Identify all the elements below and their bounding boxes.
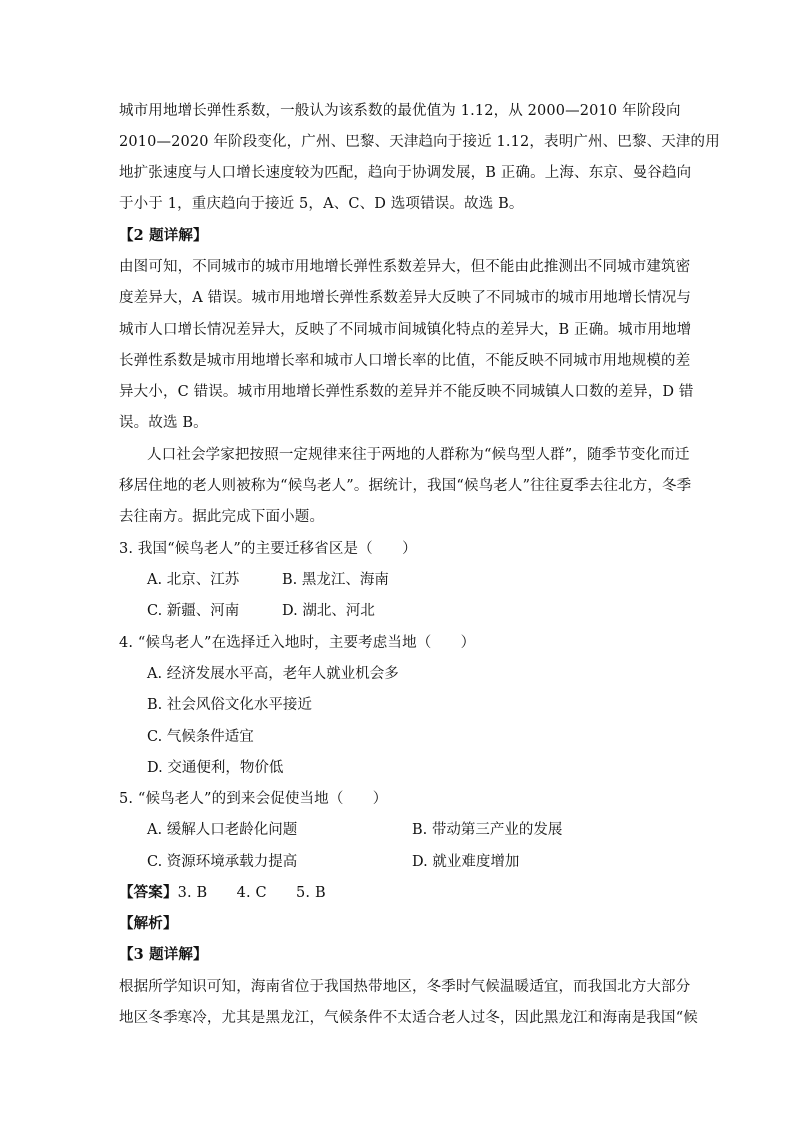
question-4-option-b: B. 社会风俗文化水平接近: [147, 697, 312, 713]
answer-line: [119, 883, 326, 903]
intro-line: 人口社会学家把按照一定规律来往于两地的人群称为“候鸟型人群”，随季节变化而迁: [147, 447, 690, 463]
text-line: 城市人口增长情况差异大，反映了不同城市间城镇化特点的差异大，B 正确。城市用地增: [119, 322, 692, 338]
question-3-option-a: A. 北京、江苏: [147, 572, 240, 588]
answer-text: 3. B 4. C 5. B: [177, 885, 326, 901]
answer-label: 【答案】: [119, 884, 178, 901]
question-3-option-b: B. 黑龙江、海南: [282, 572, 389, 588]
text-line: 长弹性系数是城市用地增长率和城市人口增长率的比值，不能反映不同城市用地规模的差: [119, 353, 691, 369]
intro-line: 去往南方。据此完成下面小题。: [119, 509, 325, 525]
question-4-option-c: C. 气候条件适宜: [147, 729, 254, 745]
question-4-option-a: A. 经济发展水平高，老年人就业机会多: [147, 666, 399, 682]
question-5-stem: 5. “候鸟老人”的到来会促使当地（ ）: [119, 791, 388, 807]
question-4-option-d: D. 交通便利，物价低: [147, 760, 284, 776]
question-3-stem: 3. 我国“候鸟老人”的主要迁移省区是（ ）: [119, 541, 417, 557]
text-line: 根据所学知识可知，海南省位于我国热带地区，冬季时气候温暖适宜，而我国北方大部分: [119, 979, 691, 995]
text-line: 由图可知，不同城市的城市用地增长弹性系数差异大，但不能由此推测出不同城市建筑密: [119, 259, 691, 275]
text-line: 地扩张速度与人口增长速度较为匹配，趋向于协调发展，B 正确。上海、东京、曼谷趋向: [119, 165, 692, 181]
text-line: 误。故选 B。: [119, 415, 208, 431]
question-5-option-a: A. 缓解人口老龄化问题: [147, 822, 298, 838]
section-heading-q3: 【3 题详解】: [119, 946, 208, 963]
section-heading-q2: 【2 题详解】: [119, 227, 208, 244]
question-3-option-d: D. 湖北、河北: [282, 603, 375, 619]
text-line: 2010—2020 年阶段变化，广州、巴黎、天津趋向于接近 1.12，表明广州、巴黎、天津的用: [119, 134, 720, 150]
text-line: 异大小，C 错误。城市用地增长弹性系数的差异并不能反映不同城镇人口数的差异，D 错: [119, 384, 694, 400]
text-line: 城市用地增长弹性系数，一般认为该系数的最优值为 1.12，从 2000—2010 年阶段向: [119, 103, 681, 119]
question-4-stem: 4. “候鸟老人”在选择迁入地时，主要考虑当地（ ）: [119, 635, 476, 651]
question-5-option-c: C. 资源环境承载力提高: [147, 854, 298, 870]
text-line: 度差异大，A 错误。城市用地增长弹性系数差异大反映了不同城市的城市用地增长情况与: [119, 290, 692, 306]
question-5-option-b: B. 带动第三产业的发展: [412, 822, 563, 838]
question-3-option-c: C. 新疆、河南: [147, 603, 240, 619]
text-line: 于小于 1，重庆趋向于接近 5，A、C、D 选项错误。故选 B。: [119, 196, 524, 212]
question-5-option-d: D. 就业难度增加: [412, 854, 520, 870]
text-line: 地区冬季寒冷，尤其是黑龙江，气候条件不太适合老人过冬，因此黑龙江和海南是我国“候: [119, 1010, 698, 1026]
analysis-label: 【解析】: [119, 915, 178, 932]
intro-line: 移居住地的老人则被称为“候鸟老人”。据统计，我国“候鸟老人”往往夏季去往北方，冬季: [119, 478, 692, 494]
